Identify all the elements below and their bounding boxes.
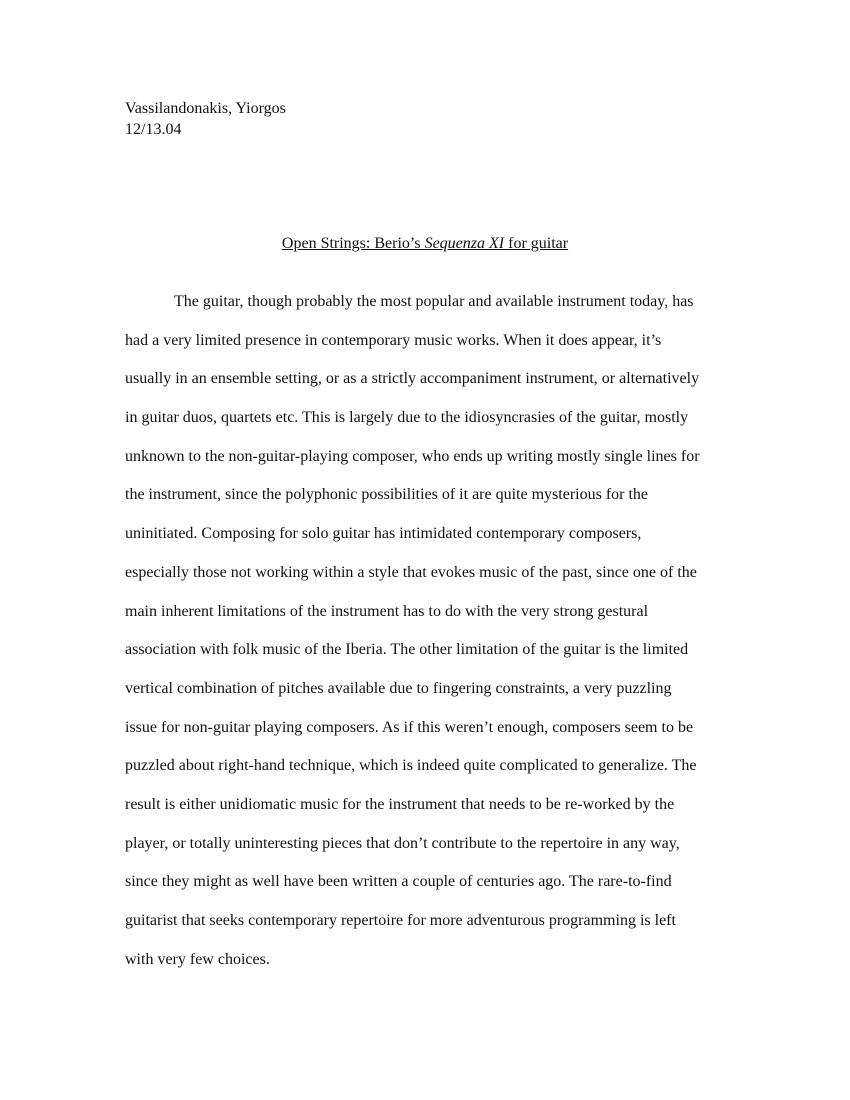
document-title <box>0 233 850 255</box>
paragraph-line: result is either unidiomatic music for the instrument that needs to be re-worked by the <box>125 795 675 813</box>
paragraph-line: unknown to the non-guitar-playing composer, who ends up writing mostly single lines for <box>125 447 700 465</box>
title-italic-work: Sequenza XI <box>424 235 505 252</box>
paragraph-line: puzzled about right-hand technique, which is indeed quite complicated to generalize. The <box>125 757 697 775</box>
paragraph-line: guitarist that seeks contemporary repertoire for more adventurous programming is left <box>125 912 676 929</box>
paragraph-line: since they might as well have been written a couple of centuries ago. The rare-to-find <box>125 873 672 891</box>
paragraph-line: with very few choices. <box>125 950 270 968</box>
paragraph-line: The guitar, though probably the most popular and available instrument today, has <box>174 293 694 310</box>
paragraph-line: uninitiated. Composing for solo guitar has intimidated contemporary composers, <box>125 525 642 543</box>
paragraph-line: had a very limited presence in contemporary music works. When it does appear, it’s <box>125 331 662 349</box>
document-date: 12/13.04 <box>125 121 182 138</box>
paragraph-line: main inherent limitations of the instrument has to do with the very strong gestural <box>125 602 649 620</box>
paragraph-line: especially those not working within a style that evokes music of the past, since one of the <box>125 563 697 581</box>
paragraph-line: in guitar duos, quartets etc. This is largely due to the idiosyncrasies of the guitar, mostly <box>125 409 689 427</box>
paragraph-line: player, or totally uninteresting pieces that don’t contribute to the repertoire in any way, <box>125 834 680 852</box>
paragraph-line: usually in an ensemble setting, or as a strictly accompaniment instrument, or alternatively <box>125 370 700 388</box>
paragraph-line: vertical combination of pitches available due to fingering constraints, a very puzzling <box>125 679 672 697</box>
author-name: Vassilandonakis, Yiorgos <box>125 100 286 117</box>
paragraph-line: issue for non-guitar playing composers. As if this weren’t enough, composers seem to be <box>125 718 694 736</box>
paragraph-line: association with folk music of the Iberia. The other limitation of the guitar is the limited <box>125 641 689 659</box>
document-header <box>125 98 286 140</box>
body-paragraph <box>125 291 745 987</box>
paragraph-line: the instrument, since the polyphonic possibilities of it are quite mysterious for the <box>125 486 649 504</box>
title-prefix: Open Strings: Berio’s <box>281 235 425 252</box>
title-suffix: for guitar <box>504 235 569 252</box>
